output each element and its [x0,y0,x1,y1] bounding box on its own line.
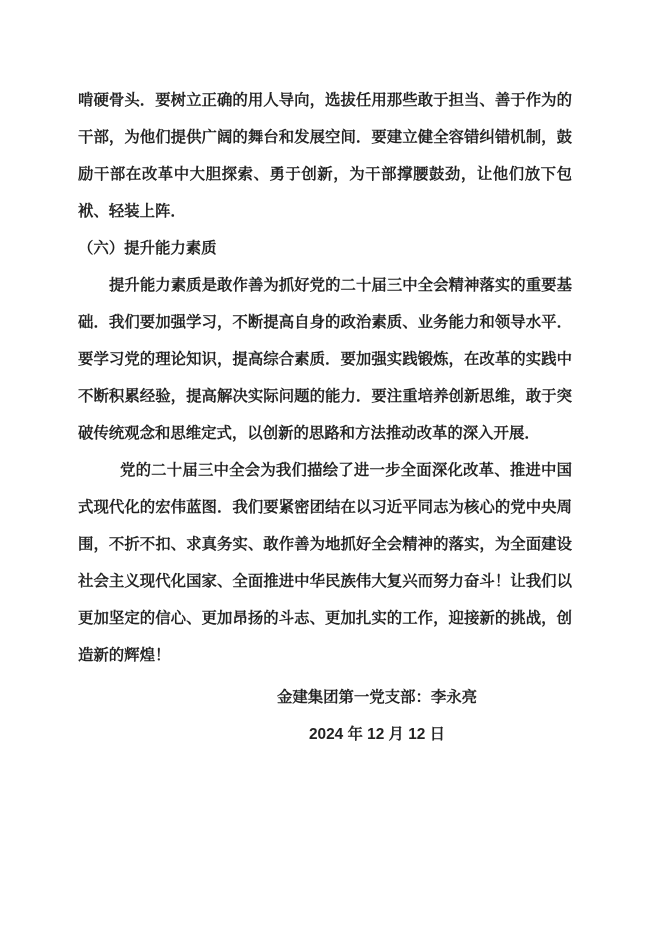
closing-paragraph: 党的二十届三中全会为我们描绘了进一步全面深化改革、推进中国式现代化的宏伟蓝图．我们要紧密团结在以习近平同志为核心的党中央周围，不折不扣、求真务实、敢作善为地抓好全会精神的落实，为全面建设社会主义现代化国家、全面推进中华民族伟大复兴而努力奋斗！让我们以更加坚定的信心、更加昂扬的斗志、更加扎实的工作，迎接新的挑战，创造新的辉煌！ [78,462,572,664]
capability-paragraph: 提升能力素质是敢作善为抓好党的二十届三中全会精神落实的重要基础．我们要加强学习，不断提高自身的政治素质、业务能力和领导水平．要学习党的理论知识，提高综合素质．要加强实践锻炼，在改革的实践中不断积累经验，提高解决实际问题的能力．要注重培养创新思维，敢于突破传统观念和思维定式，以创新的思路和方法推动改革的深入开展． [78,277,572,442]
section-heading: （六）提升能力素质 [78,240,217,257]
signature-line: 金建集团第一党支部：李永亮 [276,689,478,706]
continuation-paragraph: 啃硬骨头．要树立正确的用人导向，选拔任用那些敢于担当、善于作为的干部，为他们提供广阔的舞台和发展空间．要建立健全容错纠错机制，鼓励干部在改革中大胆探索、勇于创新，为干部撑腰鼓劲，让他们放下包袱、轻装上阵． [78,92,572,220]
signature-block [78,679,572,753]
date-line: 2024 年 12 月 12 日 [308,726,446,743]
document-body [78,82,572,753]
